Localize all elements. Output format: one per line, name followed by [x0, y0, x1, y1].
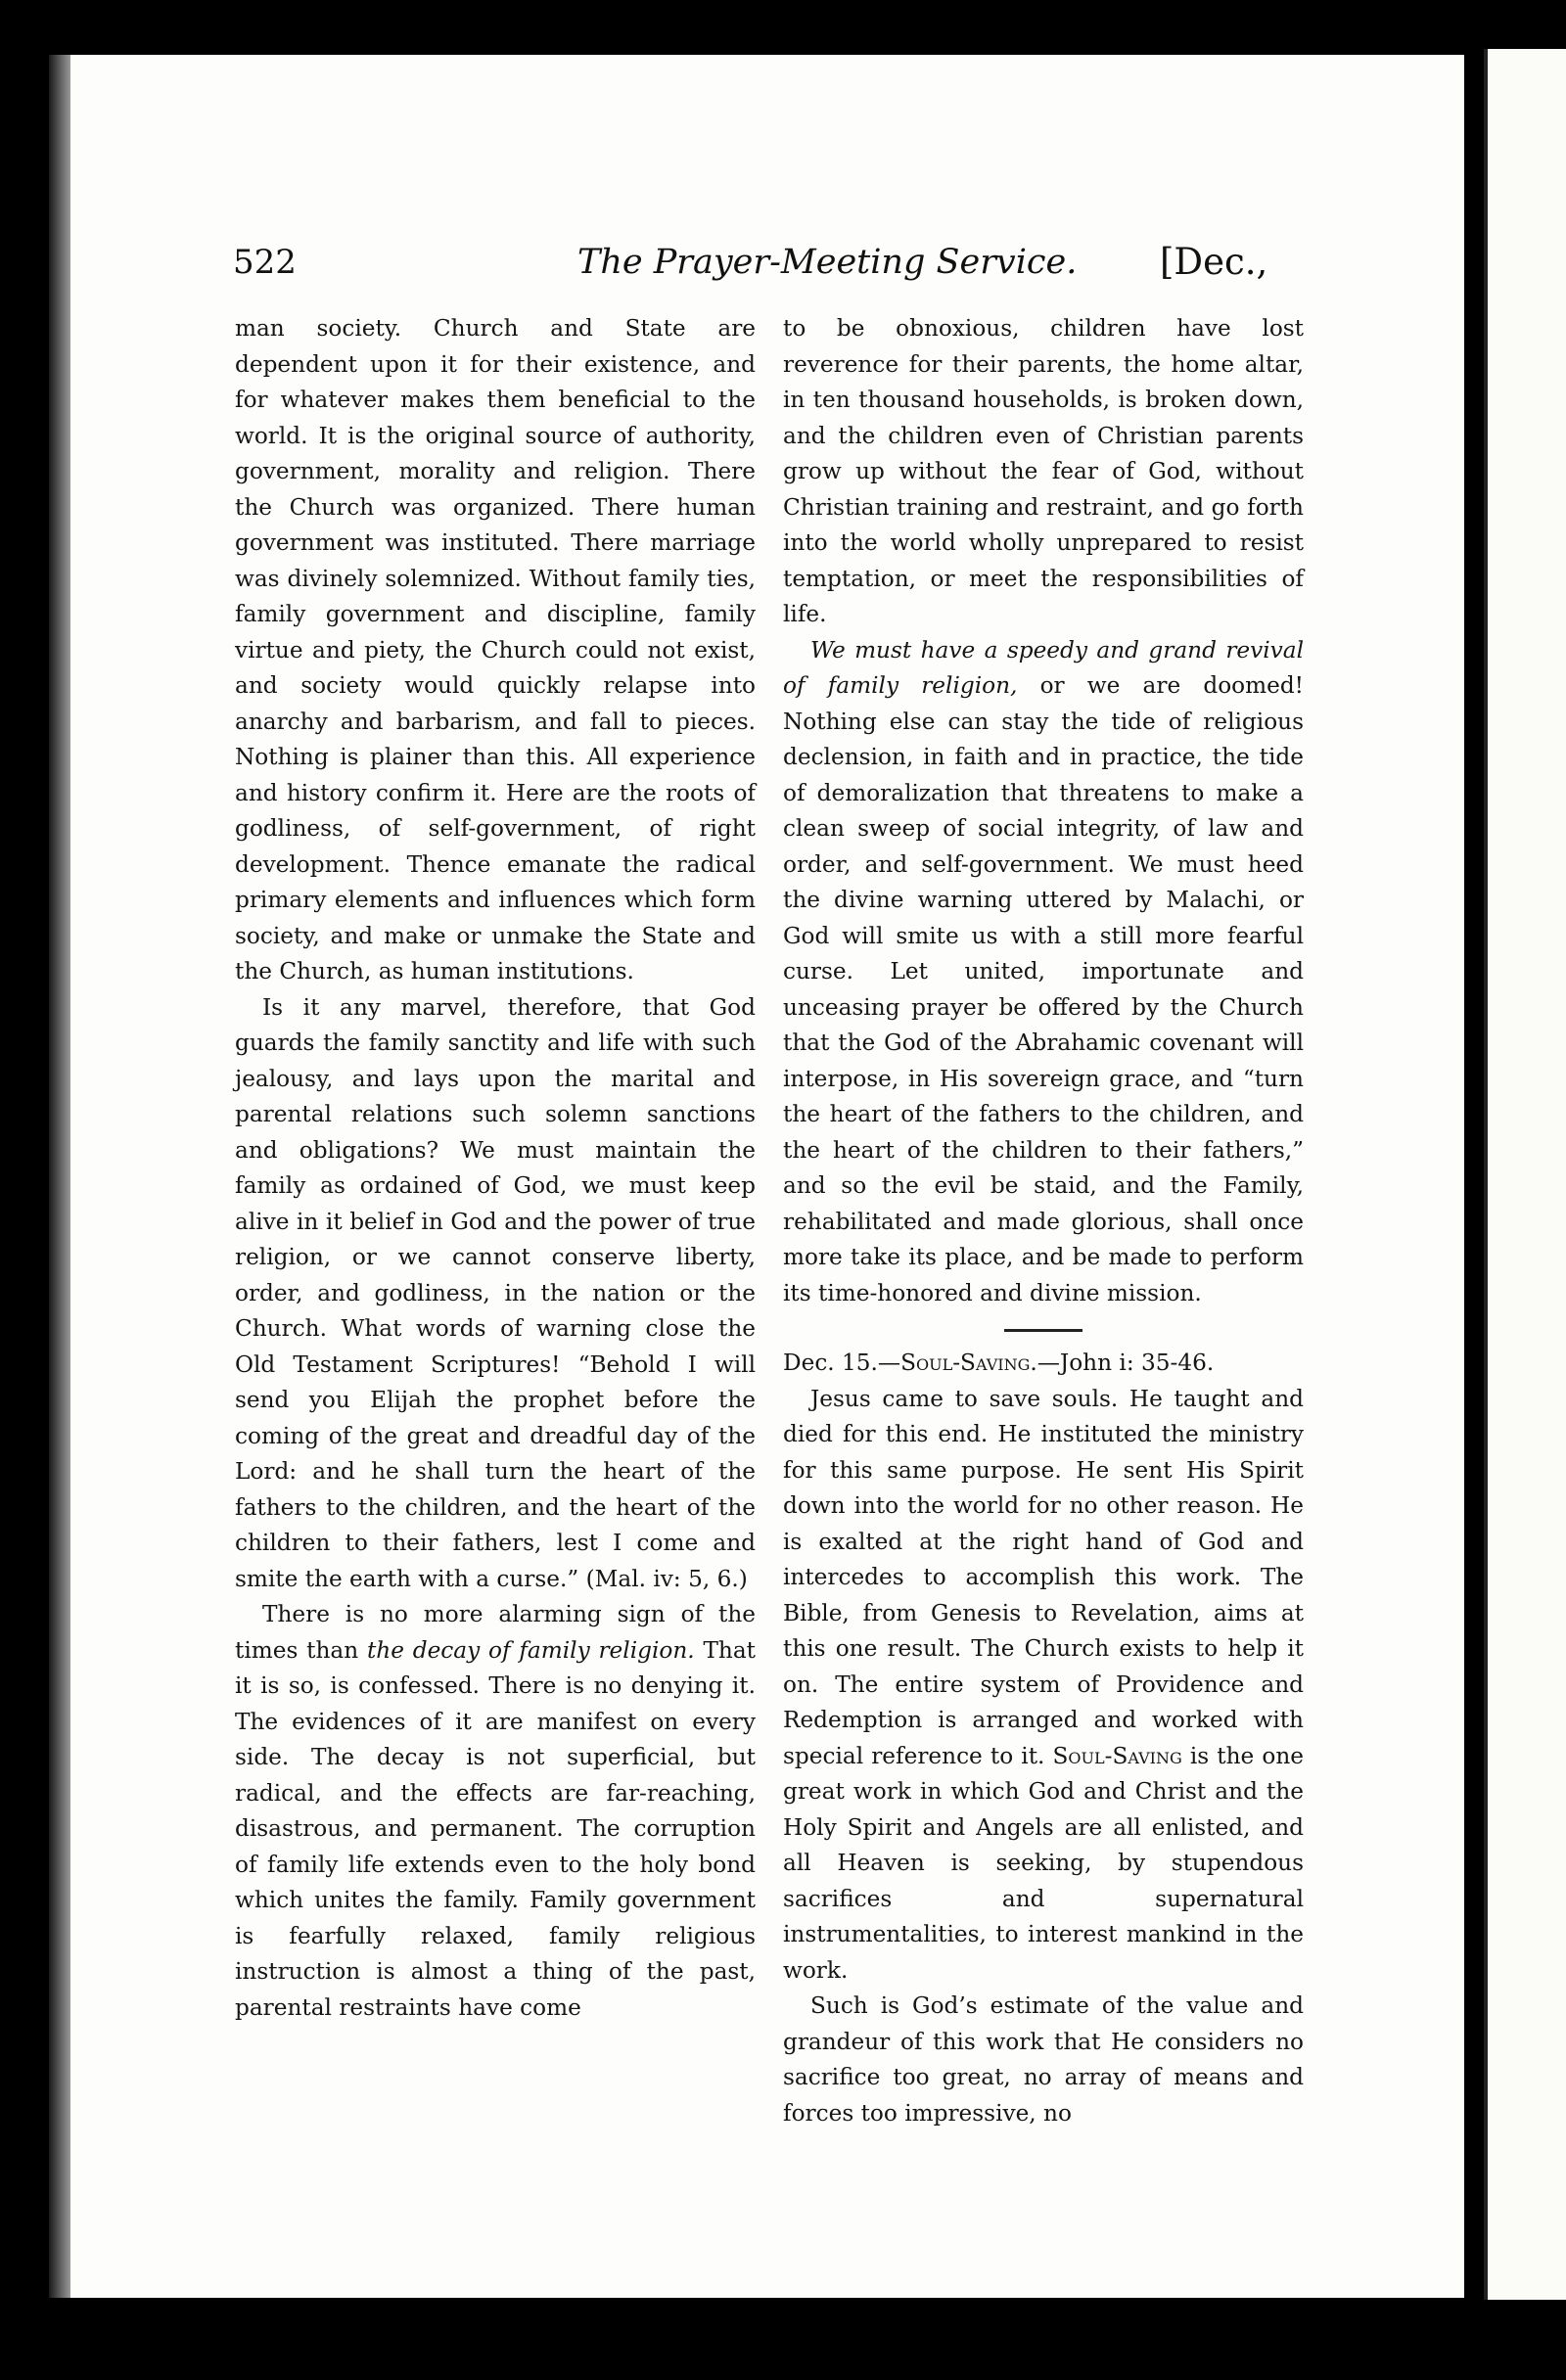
entry-date: Dec. 15.— — [783, 1350, 901, 1376]
section-divider — [1004, 1329, 1082, 1332]
page-number: 522 — [233, 243, 297, 282]
left-paragraph-1: man society. Church and State are dependent upon it for their existence, and for whatever makes them beneficial to the world. It is the original source of authority, government, morality and religion. There the Church was organized. There human government was instituted. There marriage was divinely solemnized. Without family ties, family government and discipline, family virtue and piety, the Church could not exist, and society would quickly relapse into anarchy and barbarism, and fall to pieces. Nothing is plainer than this. All experience and history confirm it. Here are the roots of godliness, of self-government, of right development. Thence emanate the radical primary elements and influences which form society, and make or unmake the State and the Church, as human institutions. — [235, 315, 756, 984]
running-title: The Prayer-Meeting Service. — [577, 243, 1078, 282]
left-paragraph-3-emphasis: the decay of family religion. — [366, 1636, 695, 1664]
next-page-edge — [1484, 49, 1566, 2300]
left-paragraph-3-start: There is no more alarming sign of the times than — [235, 1601, 756, 1664]
right-paragraph-2 — [783, 633, 1304, 1312]
left-paragraph-2: Is it any marvel, therefore, that God guards the family sanctity and life with such jealousy, and lays upon the marital and parental relations such solemn sanctions and obligations? We must maintain the family as ordained of God, we must keep alive in it belief in God and the power of true religion, or we cannot conserve liberty, order, and godliness, in the nation or the Church. What words of warning close the Old Testament Scriptures! “Behold I will send you Elijah the prophet before the coming of the great and dreadful day of the Lord: and he shall turn the heart of the fathers to the children, and the heart of the children to their fathers, lest I come and smite the earth with a curse.” (Mal. iv: 5, 6.) — [235, 993, 756, 1592]
left-paragraph-3 — [235, 1597, 756, 2026]
running-date-mark: [Dec., — [1160, 241, 1268, 283]
right-paragraph-4: Such is God’s estimate of the value and grandeur of this work that He considers no sacrifice too great, no array of means and forces too impressive, no — [783, 1992, 1304, 2127]
right-paragraph-3 — [783, 1382, 1304, 1990]
right-paragraph-2-rest: or we are doomed! Nothing else can stay the tide of religious declension, in faith and in practice, the tide of demoralization that threatens to make a clean sweep of social integrity, of law and order, and self-government. We must heed the divine warning uttered by Malachi, or God will smite us with a still more fearful curse. Let united, importunate and unceasing prayer be offered by the Church that the God of the Abrahamic covenant will interpose, in His sovereign grace, and “turn the heart of the fathers to the children, and the heart of the children to their fathers,” and so the evil be staid, and the Family, rehabilitated and made glorious, shall once more take its place, and be made to perform its time-honored and divine mission. — [783, 672, 1304, 1306]
entry-title: Soul-Saving. — [900, 1350, 1037, 1376]
entry-scripture-ref: —John i: 35-46. — [1036, 1350, 1215, 1376]
entry-heading — [783, 1346, 1304, 1382]
right-paragraph-3-rest: is the one great work in which God and Christ and the Holy Spirit and Angels are all enlisted, and all Heaven is seeking, by stupendous sacrifices and supernatural instrumentalities, to interest mankind in the work. — [783, 1742, 1304, 1984]
book-spine-shadow — [49, 55, 70, 2298]
right-paragraph-3-smallcaps: Soul-Saving — [1052, 1742, 1182, 1769]
right-column — [783, 311, 1304, 2131]
left-paragraph-3-rest: That it is so, is confessed. There is no denying it. The evidences of it are manifest on every side. The decay is not superficial, but radical, and the effects are far-reaching, disastrous, and permanent. The corruption of family life extends even to the holy bond which unites the family. Family government is fearfully relaxed, family religious instruction is almost a thing of the past, parental restraints have come — [235, 1636, 756, 2021]
right-paragraph-1: to be obnoxious, children have lost reverence for their parents, the home altar, in ten thousand households, is broken down, and the children even of Christian parents grow up without the fear of God, without Christian training and restraint, and go forth into the world wholly unprepared to resist temptation, or meet the responsibilities of life. — [783, 315, 1304, 627]
left-column — [235, 311, 756, 2026]
right-paragraph-3-start: Jesus came to save souls. He taught and died for this end. He instituted the ministry for this same purpose. He sent His Spirit down into the world for no other reason. He is exalted at the right hand of God and intercedes to accomplish this work. The Bible, from Genesis to Revelation, aims at this one result. The Church exists to help it on. The entire system of Providence and Redemption is arranged and worked with special reference to it. — [783, 1385, 1304, 1769]
right-paragraph-2-emphasis: We must have a speedy and grand revival of family religion, — [783, 636, 1304, 699]
